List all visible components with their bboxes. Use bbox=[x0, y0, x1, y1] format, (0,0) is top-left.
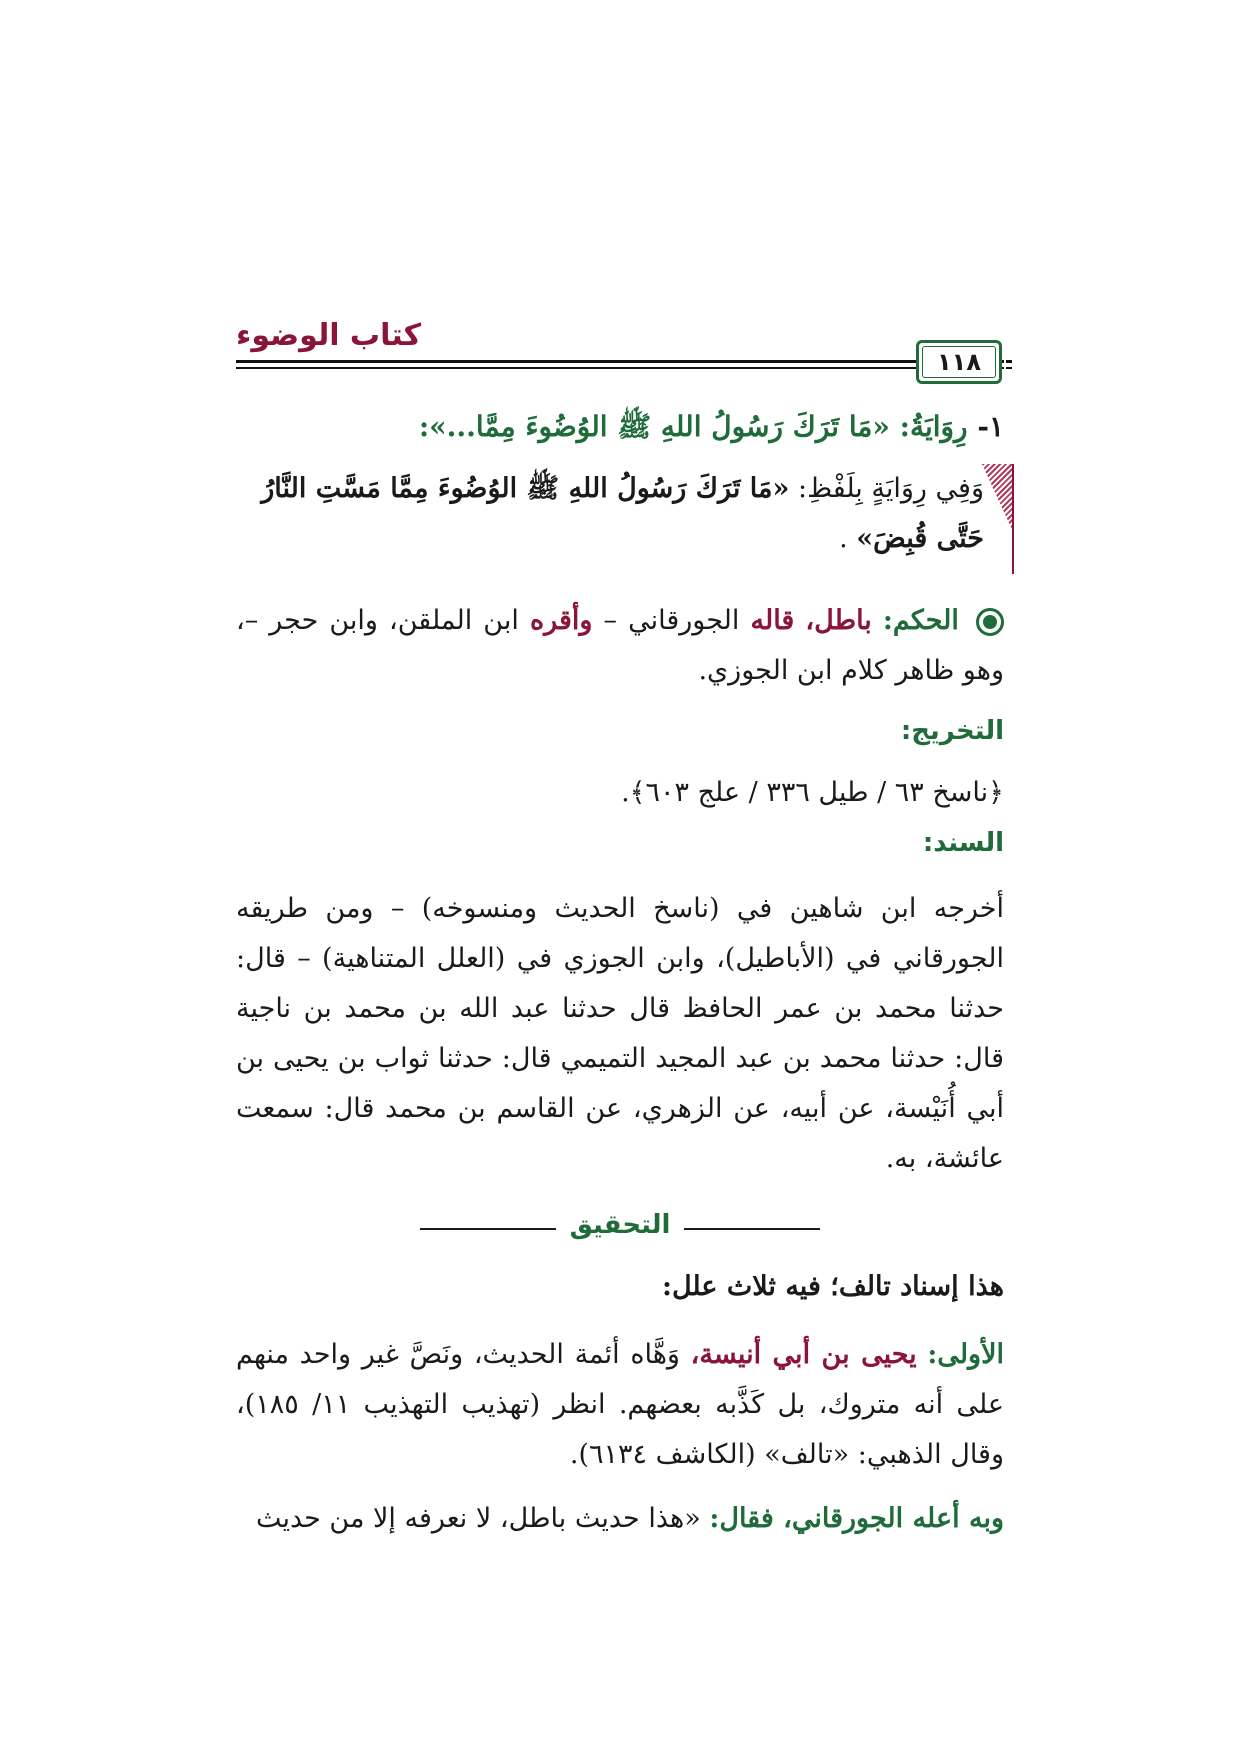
book-title: كتاب الوضوء bbox=[236, 318, 422, 353]
sanad-paragraph: أخرجه ابن شاهين في (ناسخ الحديث ومنسوخه) – ومن طريقه الجورقاني في (الأباطيل)، وابن الجوزي في (العلل المتناهية) – قال: حدثنا محمد بن عمر الحافظ قال حدثنا عبد الله بن محمد بن ناجية قال: حدثنا محمد بن عبد المجيد التميمي قال: حدثنا ثواب بن يحيى بن أبي أُنَيْسة، عن أبيه، عن الزهري، عن القاسم بن محمد قال: سمعت عائشة، به. bbox=[236, 893, 1004, 1174]
first-illa-paragraph bbox=[236, 1330, 1004, 1480]
page-number-box bbox=[916, 340, 1002, 384]
divider-title: التحقيق bbox=[556, 1210, 685, 1240]
first-illa-text: وَهَّاه أئمة الحديث، ونَصَّ غير واحد منهم على أنه متروك، بل كَذَّبه بعضهم. انظر (تهذيب التهذيب ١١/ ١٨٥)، وقال الذهبي: «تالف» (الكاشف ٦١٣٤). bbox=[236, 1339, 1004, 1470]
hukm-rest: ابن الملقن، وابن حجر –، وهو ظاهر كلام ابن الجوزي. bbox=[236, 605, 1004, 686]
header-rule-right-top bbox=[1006, 360, 1012, 363]
hukm-qalahu: قاله bbox=[750, 605, 795, 636]
header-rule-right-bottom bbox=[1006, 367, 1012, 369]
header-rule-bottom bbox=[236, 367, 1004, 369]
page-number: ١١٨ bbox=[937, 348, 981, 376]
quote-corner-ornament bbox=[982, 464, 1014, 534]
section-number: ١- bbox=[977, 410, 1004, 443]
section-heading-text: رِوَايَةُ: «مَا تَرَكَ رَسُولُ اللهِ ﷺ الوُضُوءَ مِمَّا...»: bbox=[418, 410, 968, 443]
takhrij-label: التخريج: bbox=[900, 716, 1004, 746]
hukm-by1: الجورقاني – bbox=[603, 605, 740, 636]
tahqiq-divider bbox=[420, 1208, 820, 1248]
last-label: وبه أعله الجورقاني، فقال: bbox=[709, 1503, 1004, 1534]
first-illa-label: الأولى: bbox=[927, 1339, 1004, 1370]
riwaya-box bbox=[236, 464, 1004, 574]
last-text: «هذا حديث باطل، لا نعرفه إلا من حديث bbox=[255, 1503, 701, 1534]
first-illa-name: يحيى بن أبي أنيسة، bbox=[690, 1339, 917, 1370]
takhrij-refs: ﴿ناسخ ٦٣ / طيل ٣٣٦ / علج ٦٠٣﴾. bbox=[621, 777, 1004, 808]
flower-ornament-icon bbox=[976, 608, 1004, 636]
header-rule-top bbox=[236, 360, 1004, 363]
section-heading bbox=[236, 410, 1004, 450]
riwaya-text bbox=[236, 464, 984, 564]
hukm-paragraph bbox=[236, 596, 1004, 696]
hukm-label: الحكم: bbox=[882, 605, 959, 636]
riwaya-quote: «مَا تَرَكَ رَسُولُ اللهِ ﷺ الوُضُوءَ مِمَّا مَسَّتِ النَّارُ حَتَّى قُبِضَ» bbox=[261, 473, 984, 554]
hukm-verdict: باطل، bbox=[805, 605, 872, 636]
sanad-label: السند: bbox=[922, 828, 1004, 858]
last-paragraph bbox=[236, 1494, 1004, 1544]
riwaya-intro: وَفِي رِوَايَةٍ بِلَفْظِ: bbox=[797, 473, 984, 504]
quote-side-line bbox=[1012, 464, 1014, 574]
hukm-aqarrahu: وأقره bbox=[529, 605, 593, 636]
riwaya-end: . bbox=[839, 523, 848, 554]
isnad-statement: هذا إسناد تالف؛ فيه ثلاث علل: bbox=[662, 1271, 1004, 1302]
